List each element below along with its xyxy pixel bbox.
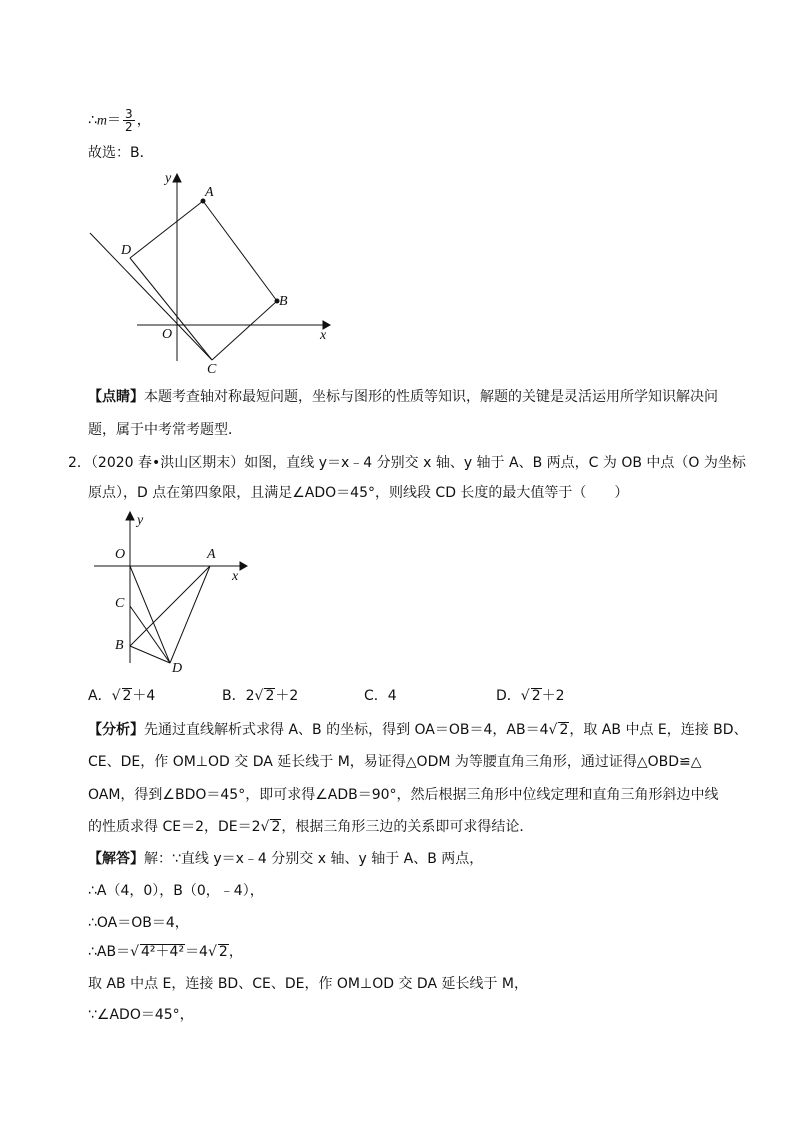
option-d-radicand: 2	[531, 688, 541, 704]
option-c[interactable]	[364, 686, 397, 706]
analysis-line-2: CE、DE，作 OM⊥OD 交 DA 延长线于 M，易证得△ODM 为等腰直角三角形，通过证得△OBD≌△	[88, 754, 702, 770]
analysis-tag: 【分析】	[88, 722, 144, 738]
segment-AD	[170, 566, 210, 663]
comment-tag: 【点睛】	[88, 389, 144, 405]
analysis-line-4: 的性质求得 CE＝2，DE＝2√ 2，根据三角形三边的关系即可求得结论．	[88, 819, 534, 835]
comment-line-1	[88, 387, 718, 407]
analysis-radicand-4: 2	[271, 819, 281, 835]
option-b-coefficient: 2	[245, 688, 255, 704]
option-d[interactable]: D．√ 2＋2	[496, 688, 565, 704]
solution-text-4b: ＝4	[185, 944, 208, 960]
comment-text-1: 本题考查轴对称最短问题，坐标与图形的性质等知识，解题的关键是灵活运用所学知识解决问	[144, 389, 718, 405]
option-a-tail: ＋4	[132, 688, 156, 704]
segment-CD	[130, 258, 212, 360]
solution-line-4: ∴AB＝√ 4²＋4²＝4√ 2，	[88, 944, 243, 960]
problem-2-line-2: 原点），D 点在第四象限，且满足∠ADO＝45°，则线段 CD 长度的最大值等于（ ）	[88, 485, 629, 501]
m-result-line	[88, 108, 151, 133]
analysis-line-3: OAM，得到∠BDO＝45°，即可求得∠ADB＝90°，然后根据三角形中位线定理和直角三角形斜边中线	[88, 787, 719, 803]
y-axis-arrow	[126, 512, 134, 520]
label-D: D	[172, 661, 183, 676]
comment-line-2: 题，属于中考常考题型．	[88, 422, 242, 438]
equals-sign: ＝	[107, 112, 122, 129]
solution-radicand-4: 4²＋4²	[141, 944, 185, 960]
analysis-text-1a: 先通过直线解析式求得 A、B 的坐标，得到 OA＝OB＝4，AB＝4	[144, 722, 549, 738]
segment-AB	[130, 566, 210, 646]
segment-AB	[203, 201, 277, 301]
therefore-symbol: ∴	[88, 112, 97, 129]
label-C: C	[207, 362, 217, 377]
label-A: A	[207, 547, 216, 562]
figure-2-line-diagram	[90, 508, 260, 678]
solution-text-4c: ，	[228, 944, 243, 960]
label-x: x	[320, 328, 327, 343]
label-O: O	[115, 547, 126, 562]
label-C: C	[115, 596, 125, 611]
solution-tag: 【解答】	[88, 851, 144, 867]
solution-text-1: 解：∵直线 y＝x﹣4 分别交 x 轴、y 轴于 A、B 两点，	[144, 851, 484, 867]
problem-2-line-1	[68, 453, 746, 473]
analysis-text-4b: ，根据三角形三边的关系即可求得结论．	[281, 819, 534, 835]
solution-text-4a: ∴AB＝	[88, 944, 131, 960]
analysis-radicand-1: 2	[559, 722, 569, 738]
solution-line-6: ∵∠ADO＝45°，	[88, 1007, 194, 1023]
segment-BC	[212, 301, 277, 360]
label-y: y	[137, 513, 144, 528]
option-b-label: B．	[222, 688, 246, 704]
fraction-denominator: 2	[125, 120, 133, 134]
option-c-label: C．	[364, 688, 388, 704]
label-y: y	[165, 171, 172, 186]
option-b[interactable]: B．2√ 2＋2	[222, 688, 299, 704]
solution-line-3: ∴OA＝OB＝4，	[88, 915, 189, 931]
fraction-numerator: 3	[125, 107, 133, 121]
analysis-line-1: 【分析】先通过直线解析式求得 A、B 的坐标，得到 OA＝OB＝4，AB＝4√ 2，取 AB 中点 E，连接 BD、	[88, 722, 748, 738]
y-axis-arrow	[173, 174, 181, 182]
label-x: x	[232, 569, 239, 584]
option-d-tail: ＋2	[541, 688, 565, 704]
solution-line-1	[88, 849, 483, 869]
analysis-text-1b: ，取 AB 中点 E，连接 BD、	[569, 722, 748, 738]
fraction-three-halves	[123, 108, 135, 133]
solution-radicand-4b: 2	[218, 944, 228, 960]
solution-line-5: 取 AB 中点 E，连接 BD、CE、DE，作 OM⊥OD 交 DA 延长线于 M，	[88, 976, 528, 992]
answer-line: 故选：B．	[88, 145, 154, 161]
label-B: B	[115, 638, 124, 653]
symmetry-line	[90, 233, 212, 360]
label-D: D	[121, 243, 132, 258]
option-b-radicand: 2	[265, 688, 275, 704]
comma: ，	[136, 112, 151, 129]
option-b-tail: ＋2	[275, 688, 299, 704]
option-a[interactable]: A．√ 2＋4	[88, 688, 156, 704]
solution-line-2: ∴A（4，0），B（0，﹣4），	[88, 883, 264, 899]
option-d-label: D．	[496, 688, 521, 704]
segment-DA	[130, 201, 203, 258]
label-B: B	[279, 294, 288, 309]
problem-number: 2．	[68, 455, 91, 471]
problem-text-1: （2020 春•洪山区期末）如图，直线 y＝x﹣4 分别交 x 轴、y 轴于 A、B 两点，C 为 OB 中点（O 为坐标	[90, 455, 746, 471]
label-A: A	[205, 185, 214, 200]
analysis-text-4a: 的性质求得 CE＝2，DE＝2	[88, 819, 261, 835]
option-a-label: A．	[88, 688, 112, 704]
option-c-value: 4	[387, 688, 397, 704]
x-axis-arrow	[240, 562, 247, 570]
m-variable: m	[96, 113, 108, 129]
label-O: O	[162, 327, 173, 342]
figure-1-square-diagram	[85, 168, 345, 378]
option-a-radicand: 2	[122, 688, 132, 704]
